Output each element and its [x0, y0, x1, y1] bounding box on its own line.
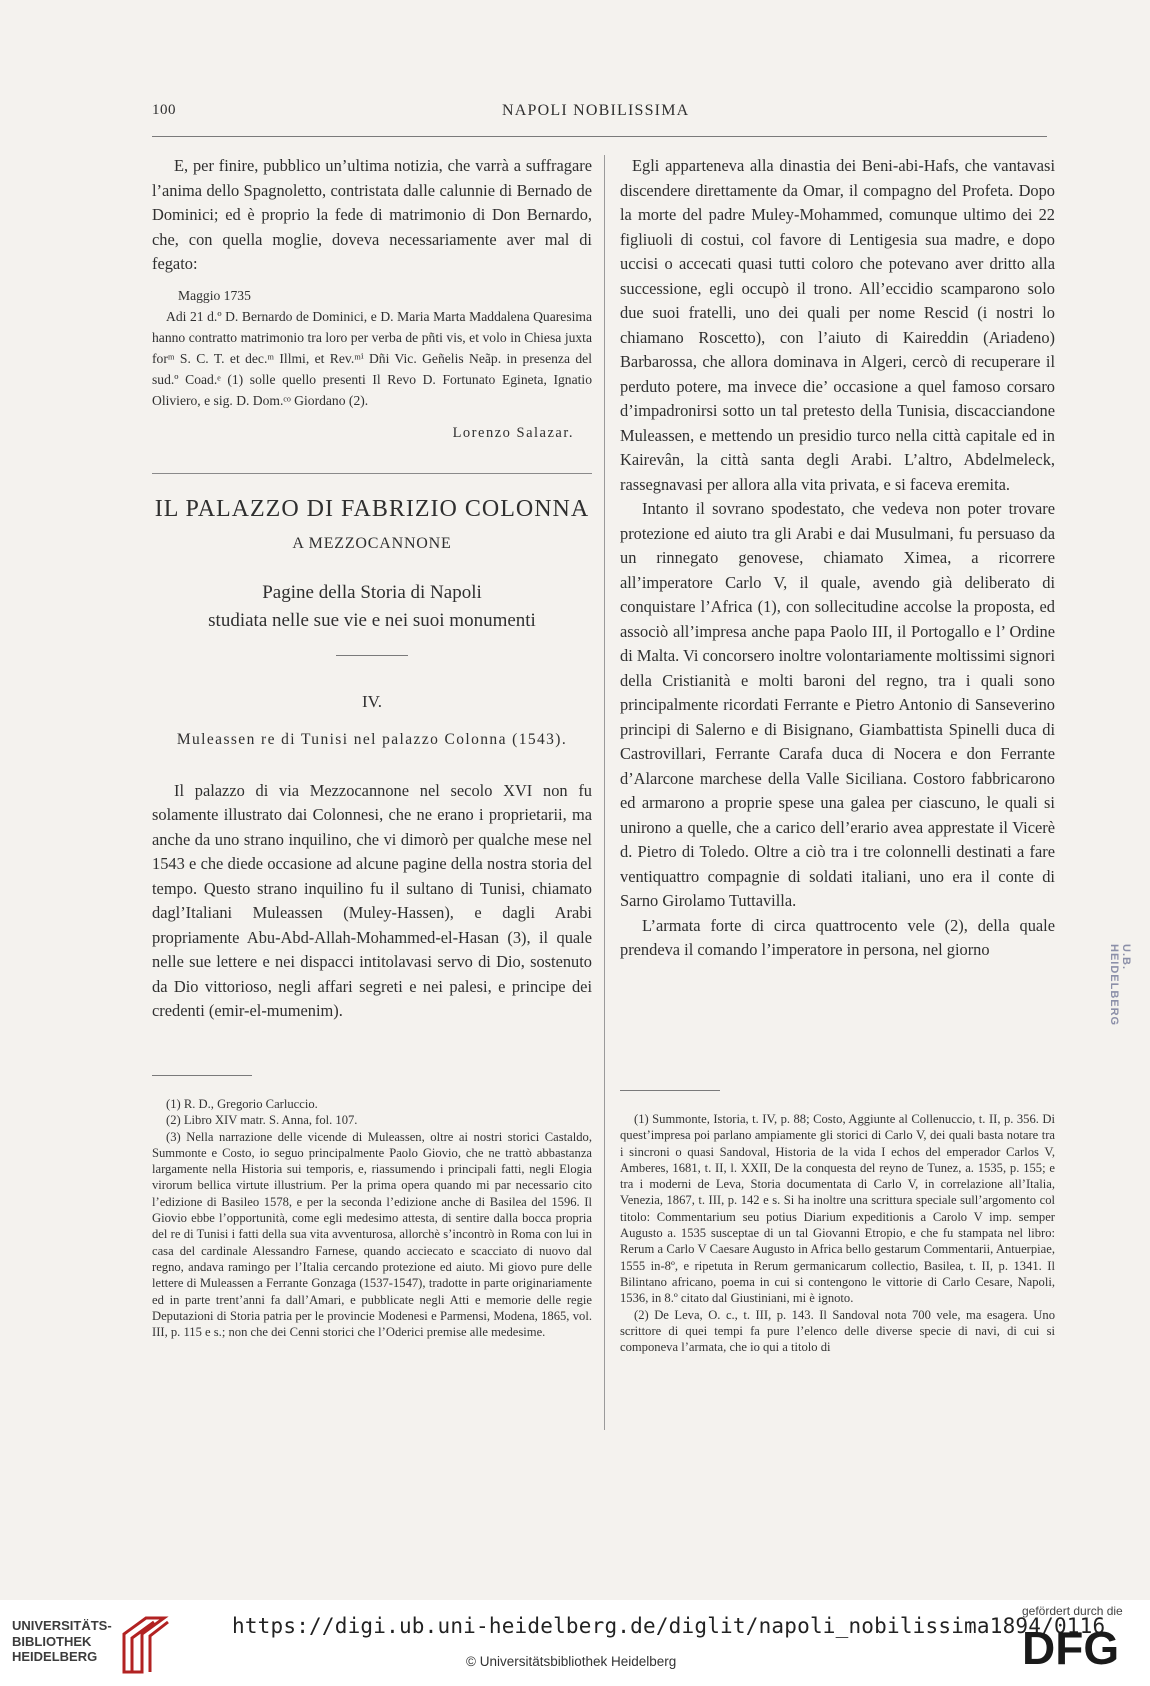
- document-body: Adi 21 d.º D. Bernardo de Dominici, e D. Maria Marta Maddalena Quaresima hanno contratto matrimonio tra loro per verba de pñti vis, et volo in Chiesa juxta forᵐ S. C. T. et dec.ᵐ Illmi, et Rev.ᵐⁱ Dñi Vic. Geñelis Neãp. in presenza del sud.º Coad.ᵉ (1) solle quello presenti Il Revo D. Fortunato Egineta, Ignatio Oliviero, e sig. D. Dom.ᶜᵒ Giordano (2).: [152, 308, 592, 408]
- running-head: NAPOLI NOBILISSIMA: [502, 102, 690, 119]
- footnotes-right: [620, 1111, 1055, 1355]
- left-column: [152, 154, 592, 1024]
- document-date: Maggio 1735: [178, 287, 251, 303]
- footnotes-left: [152, 1096, 592, 1340]
- column-divider: [604, 155, 605, 1430]
- viewer-footer: [0, 1600, 1150, 1686]
- page-url-link[interactable]: https://digi.ub.uni-heidelberg.de/diglit/napoli_nobilissima1894/0116: [232, 1614, 1106, 1638]
- section-separator: [152, 473, 592, 474]
- copyright-notice: © Universitätsbibliothek Heidelberg: [466, 1654, 677, 1669]
- article-description-line-2: studiata nelle sue vie e nei suoi monumenti: [208, 609, 536, 631]
- footnote-rule-left: [152, 1075, 252, 1076]
- article-description-line-1: Pagine della Storia di Napoli: [262, 581, 482, 603]
- library-stamp: [1104, 944, 1136, 1044]
- funder-name: DFG: [1022, 1622, 1120, 1672]
- right-paragraph-2: Intanto il sovrano spodestato, che vedeva non poter trovare protezione ed aiuto tra gli Arabi e dai Musulmani, fu persuaso da un rinnegato genovese, chiamato Ximea, a ricorrere all’imperatore Carlo V, il quale, avendo già deliberato di conquistare l’Africa (1), con sollecitudine accolse la proposta, ed associò all’impresa anche papa Paolo III, il Portogallo e l’ Ordine di Malta. Vi concorsero inoltre volontariamente moltissimi signori della Cristianità e molti baroni del regno, tra i quali sono principalmente ricordati Ferrante e Pietro Antonio di Sanseverino principi di Salerno e di Bisignano, Giambattista Spinelli duca di Castrovillari, Ferrante Carafa duca di Nocera e don Ferrante d’Alarcone marchese della Valle Siciliana. Costoro fabbricarono ed armarono a proprie spese una galea per ciascuno, le quali si unirono a quelle, che a carico dell’erario avea apprestate il Vicerè d. Pietro di Toledo. Oltre a ciò tra i tre colonnelli destinati a fare ventiquattro compagnie di soldati italiani, uno era il conte di Sarno Girolamo Tuttavilla.: [620, 499, 1055, 910]
- dfg-logo-icon[interactable]: [1020, 1620, 1132, 1672]
- chapter-number: IV.: [362, 691, 382, 711]
- intro-paragraph: E, per finire, pubblico un’ultima notizia, che varrà a suffragare l’anima dello Spagnoletto, contristata dalle calunnie di Bernado de Dominici; ed è proprio la fede di matrimonio di Don Bernardo, che, con quella moglie, doveva necessariamente aver mal di fegato:: [152, 156, 592, 273]
- footnote: (1) Summonte, Istoria, t. IV, p. 88; Costo, Aggiunte al Collenuccio, t. II, p. 356. Di quest’impresa poi parlano ampiamente gli storici di Carlo V, dei quali basta notare tra i sincroni o quasi Sandoval, Historia de la vida I echos del emperador Carlos V, Amberes, 1681, t. II, l. XXII, De la conquesta del reyno de Tunez, a. 1535, p. 155; e tra i moderni de Leva, Storia documentata di Carlo V, in correlazione all’Italia, Venezia, 1867, t. III, p. 142 e s. Si ha inoltre una scrittura speciale sull’argomento col titolo: Commentarium seu potius Diarium expeditionis a Carolo V imp. semper Augusto a. 1535 susceptae di un tal Giovanni Etropio, e che fu stampata nel libro: Rerum a Carlo V Caesare Augusto in Africa bello gestarum Commentarii, Antuerpiae, 1555 in-8º, e ripetuta in Rerum germanicarum collectio, Basilea, t. II, p. 1341. Il Bilintano africano, poema in cui si contengono le vittorie di Carlo Cesare, Napoli, 1536, in 8.º citato dal Giustiniani, mi è ignoto.: [620, 1112, 1055, 1306]
- short-rule: [336, 655, 408, 656]
- page-number: 100: [152, 102, 176, 118]
- stamp-text: U.B. HEIDELBERG: [1108, 944, 1132, 1027]
- footnote: (1) R. D., Gregorio Carluccio.: [166, 1097, 318, 1111]
- article-subtitle: A MEZZOCANNONE: [292, 535, 452, 552]
- footnote-rule-right: [620, 1090, 720, 1091]
- ub-heidelberg-logo[interactable]: [12, 1614, 212, 1676]
- library-name: UNIVERSITÄTS- BIBLIOTHEK HEIDELBERG: [12, 1618, 112, 1664]
- page-header: [152, 102, 1052, 130]
- header-rule: [152, 136, 1047, 137]
- spacer: [152, 753, 592, 779]
- footnote: (3) Nella narrazione delle vicende di Muleassen, oltre ai nostri storici Castaldo, Summonte e Costo, io seguo principalmente Paolo Giovio, che ne trattò abbastanza largamente nella Historia sui temporis, e, riassumendo i principali fatti, negli Elogia virorum bellica virtute illustrium. Per la prima opera quando mi par necessario cito l’edizione di Basileo 1578, e per la seconda l’edizione anche di Basilea del 1596. Il Giovio ebbe l’opportunità, come egli medesimo attesta, di sentire dalla bocca propria del re di Tunisi i fatti della sua vita avventurosa, allorchè s’incontrò in Roma con lui in casa del cardinale Alessandro Farnese, quando acciecato e scacciato di nuovo dal regno, andava ramingo per l’Italia cercando protezione ed aiuto. Mi giovo pure delle lettere di Muleassen a Ferrante Gonzaga (1537-1547), tradotte in parte originariamente ed in parte trent’anni fa dall’Amari, e pubblicate negli Atti e memorie delle regie Deputazioni di Storia patria per le provincie Modenesi e Parmensi, Modena, 1865, vol. III, p. 115 e s.; non che dei Cenni storici che l’Oderici premise alle medesime.: [152, 1129, 592, 1340]
- footnote: (2) De Leva, O. c., t. III, p. 143. Il Sandoval nota 700 vele, ma esagera. Uno scrittore di quei tempi fa pure l’elenco delle diverse specie di navi, di cui si componeva l’armata, che io qui a titolo di: [620, 1307, 1055, 1355]
- footnote: (2) Libro XIV matr. S. Anna, fol. 107.: [166, 1113, 358, 1128]
- right-column: [620, 154, 1055, 963]
- body-paragraph: Il palazzo di via Mezzocannone nel secolo XVI non fu solamente illustrato dai Colonnesi, che ne erano i proprietarii, ma anche da uno strano inquilino, che vi dimorò per qualche mese nel 1543 e che diede occasione ad alcune pagine della nostra storia del tempo. Questo strano inquilino fu il sultano di Tunisi, chiamato dagl’Italiani Muleassen (Muley-Hassen), e dagli Arabi propriamente Abu-Abd-Allah-Mohammed-el-Hasan (3), il quale nelle sue lettere e nei dispacci intitolavasi servo di Dio, sostenuto da Dio vittorioso, negli affari segreti e nei palesi, e principe dei credenti (emir-el-mumenim).: [152, 780, 592, 1020]
- chapter-title: Muleassen re di Tunisi nel palazzo Colonna (1543).: [176, 731, 568, 748]
- funded-by-label: gefördert durch die: [1022, 1604, 1123, 1618]
- author-signature: Lorenzo Salazar.: [452, 424, 574, 441]
- article-title: IL PALAZZO DI FABRIZIO COLONNA: [154, 496, 590, 522]
- right-paragraph-1: Egli apparteneva alla dinastia dei Beni-abi-Hafs, che vantavasi discendere direttamente da Omar, il compagno del Profeta. Dopo la morte del padre Muley-Mohammed, comunque ultimo dei 22 figliuoli di costui, col favore di Lentigesia sua madre, e dopo uccisi o accecati quasi tutti coloro che potevano aver dritto alla successione, egli occupò il trono. All’eccidio scamparono solo due suoi fratelli, uno dei quali per nome Rescid (i nostri lo chiamano Roscetto), con l’aiuto di Kaireddin (Ariadeno) Barbarossa, che allora dominava in Algeri, cercò di recuperare il perduto potere, ma invece die’ occasione a quel famoso corsaro d’impadronirsi sotto un tal pretesto della Tunisia, discacciandone Muleassen, e mettendo un presidio turco nella città capitale ed in Kairevân, la città santa degli Arabi. L’altro, Abdelmeleck, rassegnavasi per allora alla vita privata, e si faceva eremita.: [620, 156, 1055, 494]
- right-paragraph-3: L’armata forte di circa quattrocento vele (2), della quale prendeva il comando l’imperatore in persona, nel giorno: [620, 915, 1055, 959]
- marriage-document: [152, 285, 592, 411]
- ub-logo-mark-icon: [116, 1614, 172, 1676]
